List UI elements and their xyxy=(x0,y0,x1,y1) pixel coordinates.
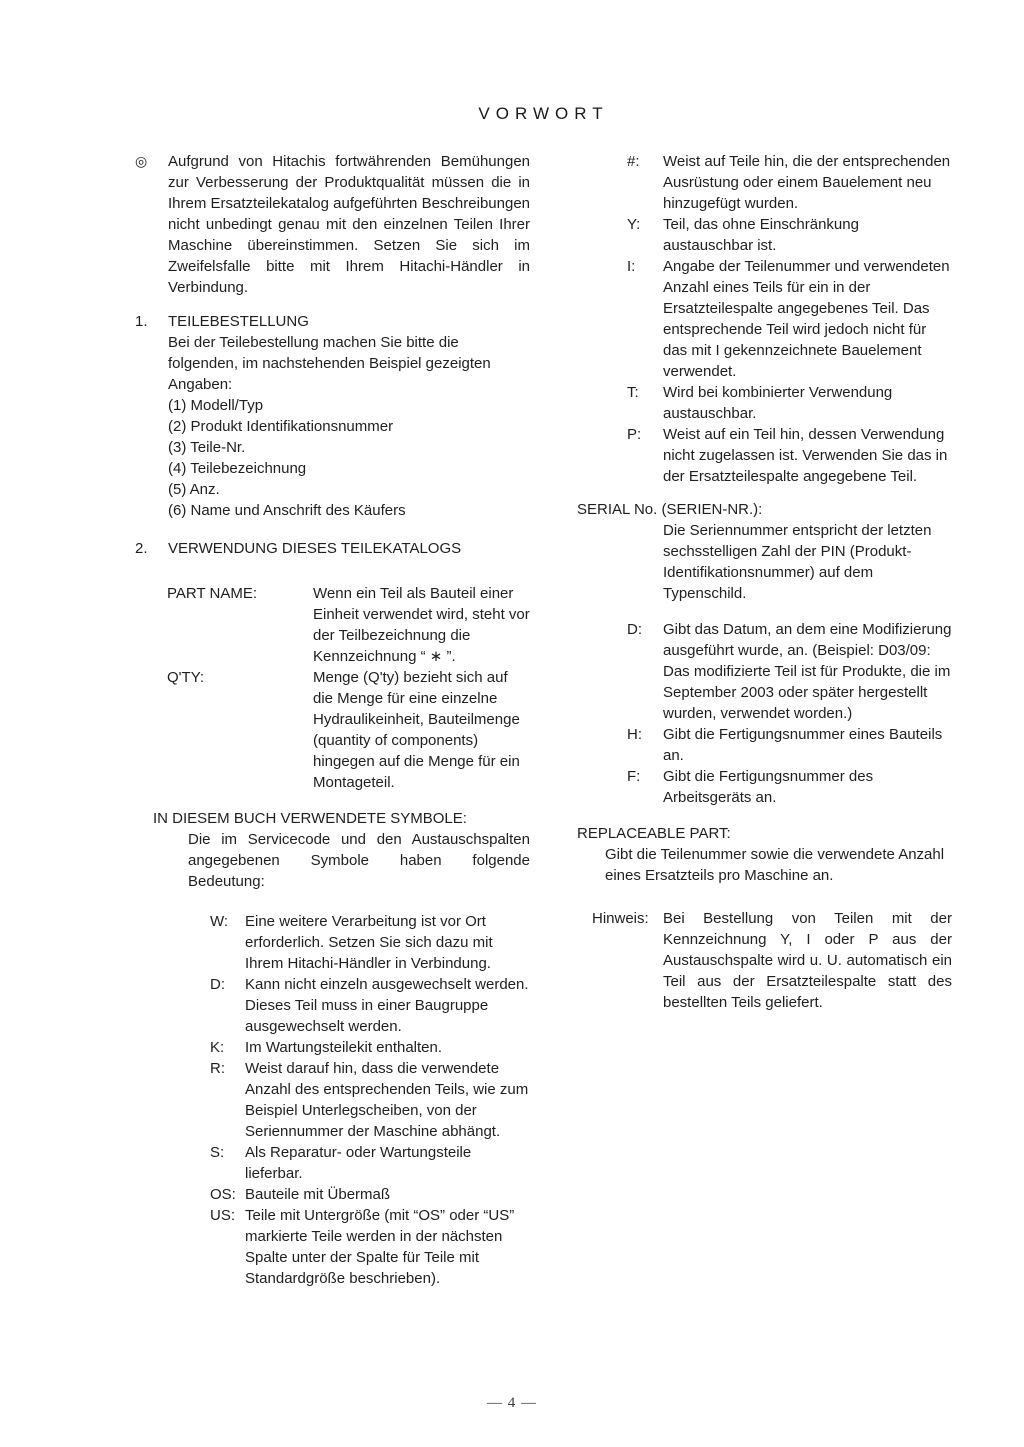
symbol-description: Wird bei kombinierter Verwendung austauschbar. xyxy=(663,384,893,422)
definition-term: PART NAME: xyxy=(167,585,258,602)
page-title: VORWORT xyxy=(478,104,609,123)
symbol-row xyxy=(210,1058,530,1142)
symbol-description: Kann nicht einzeln ausgewechselt werden. Dieses Teil muss in einer Baugruppe ausgewechselt werden. xyxy=(245,976,529,1035)
page-number: — 4 — xyxy=(487,1395,537,1411)
note-block xyxy=(577,908,952,1013)
symbol-description: Weist auf Teile hin, die der entsprechenden Ausrüstung oder einem Bauelement neu hinzugefügt wurden. xyxy=(663,153,951,212)
symbol-row xyxy=(210,1184,530,1205)
left-column xyxy=(135,151,530,1289)
symbol-row xyxy=(577,724,952,766)
symbol-code: F: xyxy=(627,768,641,785)
section-teilebestellung xyxy=(135,311,530,521)
symbol-description: Teile mit Untergröße (mit “OS” oder “US” markierte Teile werden in der nächsten Spalte unter der Spalte für Teile mit Standardgröße beschrieben). xyxy=(245,1207,515,1287)
symbol-code: K: xyxy=(210,1039,225,1056)
symbol-row xyxy=(210,1205,530,1289)
section-heading: TEILEBESTELLUNG xyxy=(168,313,309,330)
symbol-row xyxy=(577,151,952,214)
symbol-row xyxy=(577,214,952,256)
intro-block xyxy=(135,151,530,298)
section-text: Bei der Teilebestellung machen Sie bitte die folgenden, im nachstehenden Beispiel gezeigten Angaben: xyxy=(168,334,491,393)
symbol-description: Weist auf ein Teil hin, dessen Verwendung nicht zugelassen ist. Verwenden Sie das in der Ersatzteilespalte angegebene Teil. xyxy=(663,426,948,485)
replaceable-part-block xyxy=(577,823,952,886)
right-column xyxy=(577,151,952,1289)
symbol-row xyxy=(210,911,530,974)
intro-paragraph: Aufgrund von Hitachis fortwährenden Bemühungen zur Verbesserung der Produktqualität müssen die in Ihrem Ersatzteilekatalog aufgeführten Beschreibungen nicht unbedingt genau mit den einzelnen Teilen Ihrer Maschine übereinstimmen. Setzen Sie sich im Zweifelsfalle bitte mit Ihrem Hitachi-Händler in Verbindung. xyxy=(168,153,530,296)
symbols-list-bottom xyxy=(577,619,952,808)
symbols-section xyxy=(153,808,530,1289)
definition-list xyxy=(167,583,530,793)
note-body: Bei Bestellung von Teilen mit der Kennzeichnung Y, I oder P aus der Austauschspalte wird u. U. automatisch ein Teil aus der Ersatzteilespalte statt des bestellten Teils geliefert. xyxy=(663,910,952,1011)
symbols-list xyxy=(153,911,530,1289)
symbol-row xyxy=(210,1142,530,1184)
symbol-description: Eine weitere Verarbeitung ist vor Ort erforderlich. Setzen Sie sich dazu mit Ihrem Hitachi-Händler in Verbindung. xyxy=(245,913,493,972)
symbol-row xyxy=(577,256,952,382)
symbol-description: Im Wartungsteilekit enthalten. xyxy=(245,1039,443,1056)
list-item: (5) Anz. xyxy=(168,481,220,498)
symbol-code: D: xyxy=(210,976,225,993)
symbol-row xyxy=(210,1037,530,1058)
definition-row xyxy=(167,583,530,667)
list-item: (2) Produkt Identifikationsnummer xyxy=(168,418,394,435)
symbol-description: Teil, das ohne Einschränkung austauschbar ist. xyxy=(663,216,859,254)
section-body xyxy=(168,311,530,521)
symbol-description: Bauteile mit Übermaß xyxy=(245,1186,391,1203)
symbol-row xyxy=(577,382,952,424)
section-number: 2. xyxy=(135,540,148,557)
section-heading: VERWENDUNG DIESES TEILEKATALOGS xyxy=(168,540,462,557)
symbol-description: Angabe der Teilenummer und verwendeten Anzahl eines Teils für ein in der Ersatzteilespalte angegebenes Teil. Das entsprechende Teil wird jedoch nicht für das mit I gekennzeichnete Bauelement verwendet. xyxy=(663,258,950,380)
symbol-code: Y: xyxy=(627,216,641,233)
serial-body: Die Seriennummer entspricht der letzten sechsstelligen Zahl der PIN (Produkt-Identifikationsnummer) auf dem Typenschild. xyxy=(663,522,932,602)
symbol-code: I: xyxy=(627,258,636,275)
section-body xyxy=(168,538,530,559)
symbol-code: R: xyxy=(210,1060,225,1077)
list-item: (1) Modell/Typ xyxy=(168,397,264,414)
replaceable-heading: REPLACEABLE PART: xyxy=(577,825,731,842)
symbol-row xyxy=(210,974,530,1037)
symbol-code: OS: xyxy=(210,1186,236,1203)
symbol-description: Gibt die Fertigungsnummer des Arbeitsgeräts an. xyxy=(663,768,874,806)
symbol-description: Weist darauf hin, dass die verwendete Anzahl des entsprechenden Teils, wie zum Beispiel Unterlegscheiben, von der Seriennummer der Maschine abhängt. xyxy=(245,1060,529,1140)
symbol-code: S: xyxy=(210,1144,225,1161)
symbol-code: W: xyxy=(210,913,229,930)
serial-number-block xyxy=(577,499,952,604)
symbols-list-top xyxy=(577,151,952,487)
section-verwendung xyxy=(135,538,530,559)
symbol-row xyxy=(577,766,952,808)
symbol-row xyxy=(577,619,952,724)
symbols-heading: IN DIESEM BUCH VERWENDETE SYMBOLE: xyxy=(153,810,467,827)
list-item: (6) Name und Anschrift des Käufers xyxy=(168,502,406,519)
symbol-description: Gibt das Datum, an dem eine Modifizierung ausgeführt wurde, an. (Beispiel: D03/09: Das modifizierte Teil ist für Produkte, die im September 2003 oder später hergestellt wurden, verwendet worden.) xyxy=(663,621,952,722)
bullseye-marker-icon: ◎ xyxy=(135,153,148,169)
definition-row xyxy=(167,667,530,793)
list-item: (3) Teile-Nr. xyxy=(168,439,246,456)
symbol-code: D: xyxy=(627,621,642,638)
symbol-code: US: xyxy=(210,1207,236,1224)
section-number: 1. xyxy=(135,313,148,330)
definition-description: Wenn ein Teil als Bauteil einer Einheit verwendet wird, steht vor der Teilbezeichnung die Kennzeichnung “ ∗ ”. xyxy=(313,585,530,665)
serial-heading: SERIAL No. (SERIEN-NR.): xyxy=(577,501,763,518)
symbol-code: P: xyxy=(627,426,642,443)
replaceable-body: Gibt die Teilenummer sowie die verwendete Anzahl eines Ersatzteils pro Maschine an. xyxy=(605,846,945,884)
list-item: (4) Teilebezeichnung xyxy=(168,460,307,477)
symbol-code: H: xyxy=(627,726,642,743)
two-column-layout xyxy=(135,151,952,1289)
note-label: Hinweis: xyxy=(592,910,649,927)
symbol-row xyxy=(577,424,952,487)
symbol-code: T: xyxy=(627,384,639,401)
symbol-description: Gibt die Fertigungsnummer eines Bauteils an. xyxy=(663,726,943,764)
definition-term: Q'TY: xyxy=(167,669,205,686)
symbol-description: Als Reparatur- oder Wartungsteile lieferbar. xyxy=(245,1144,472,1182)
symbol-code: #: xyxy=(627,153,640,170)
definition-description: Menge (Q'ty) bezieht sich auf die Menge für eine einzelne Hydraulikeinheit, Bauteilmenge (quantity of components) hingegen auf die Menge für ein Montageteil. xyxy=(313,669,520,791)
symbols-intro: Die im Servicecode und den Austauschspalten angegebenen Symbole haben folgende Bedeutung: xyxy=(188,831,530,890)
